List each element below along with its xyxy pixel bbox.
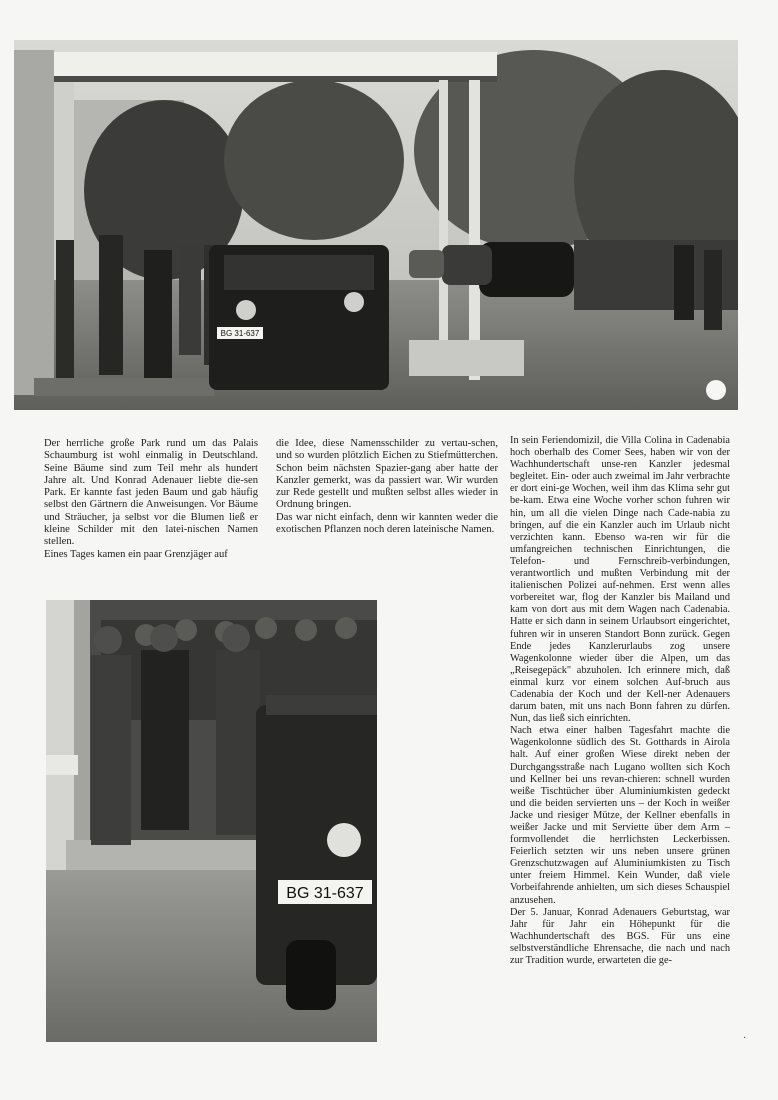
paragraph: In sein Feriendomizil, die Villa Colina in Cadenabia hoch oberhalb des Comer Sees, haben wir von der Wachhundertschaft unse-ren Kanzler jedesmal begleitet. Ein- oder auch zweimal im Jahr verbrachte er dort eini-ge Wochen, weil ihm das Klima sehr gut be-kam. Etwa eine Woche vorher schon fuhren wir hin, um all die vielen Dinge nach Cade-nabia zu bringen, auf die ein Kanzler auch im Urlaub nicht verzichten kann. Ebenso wa-ren wir für die umfangreichen technischen Einrichtungen, die Telefon- und Fernschreib-verbindungen, verantwortlich und mußten Verbindung mit der italienischen Polizei auf-nehmen. Erst wenn alles vorbereitet war, flog der Kanzler bis Mailand und kam von dort aus mit dem Wagen nach Cadenabia. Hatte er sich dann in seinem Urlaubsort eingerichtet, fuhren wir in unseren Standort Bonn zurück. Gegen Ende jedes Kanzlerurlaubs zog unsere Wagenkolonne wieder über die Alpen, um das „Reisegepäck" abzuholen. Ich erinnere mich, daß einmal kurz vor einem solchen Auf-bruch aus Cadenabia der Koch und der Kell-ner Adenauers darum baten, mit uns nach Bonn fahren zu dürfen. Nun, das ließ sich einrichten. — [510, 435, 730, 725]
photo-guard-jeep-image — [46, 600, 377, 1042]
paragraph: Das war nicht einfach, denn wir kannten weder die exotischen Pflanzen noch deren lateinische Namen. — [276, 511, 498, 536]
photo-palace-entrance — [14, 40, 738, 410]
photo-palace-entrance-image — [14, 40, 738, 410]
paragraph: Nach etwa einer halben Tagesfahrt machte die Wagenkolonne südlich des St. Gotthards in Airola halt. Auf einer großen Wiese direkt neben der Durchgangsstraße nach Lugano wollten sich Koch und Kellner bei uns revan-chieren: schnell wurden weiße Tischtücher über Aluminiumkisten gedeckt und die beiden servierten uns – der Koch in weißer Jacke und riesiger Mütze, der Kellner ebenfalls in weißer Jacke und mit Serviette über dem Arm – formvollendet die herrlichsten Leckerbissen. Feierlich setzten wir uns neben unsere grünen Grenzschutzwagen auf Aluminiumkisten zu Tisch unter freiem Himmel. Kein Wunder, daß viele Vorbeifahrende anhielten, um sich dieses Schauspiel anzusehen. — [510, 725, 730, 906]
middle-jeep-license-plate: BG 31-637 — [286, 885, 364, 902]
page-edge-mark: · — [743, 1033, 747, 1044]
paragraph: Der 5. Januar, Konrad Adenauers Geburtstag, war Jahr für Jahr ein Höhepunkt für die Wachhundertschaft des BGS. Für uns eine selbstverständliche Ehrensache, die nach und nach zur Tradition wurde, erwarteten die ge- — [510, 906, 730, 967]
paragraph: Eines Tages kamen ein paar Grenzjäger auf — [44, 548, 228, 560]
text-column-1 — [44, 438, 258, 561]
photo-guard-jeep — [46, 600, 377, 1042]
paragraph: Der herrliche große Park rund um das Palais Schaumburg ist wohl einmalig in Deutschland. Seine Bäume sind zum Teil mehr als hundert Jahre alt. Und Konrad Adenauer liebte die-sen Park. Er kannte fast jeden Baum und gab häufig selbst den Gärtnern die Anweisungen. Vor Bäume und Sträucher, ja selbst vor die Blumen ließ er kleine Schilder mit den latei-nischen Namen stellen. — [44, 438, 258, 548]
text-column-3 — [510, 435, 730, 967]
top-jeep-license-plate: BG 31-637 — [220, 329, 260, 338]
paragraph: die Idee, diese Namensschilder zu vertau-schen, und so wurden plötzlich Eichen zu Stiefmütterchen. Schon beim nächsten Spazier-gang aber hatte der Kanzler gemerkt, was da passiert war. Wir wurden zur Rede gestellt und mußten selbst alles wieder in Ordnung bringen. — [276, 438, 498, 511]
text-column-2 — [276, 438, 498, 536]
